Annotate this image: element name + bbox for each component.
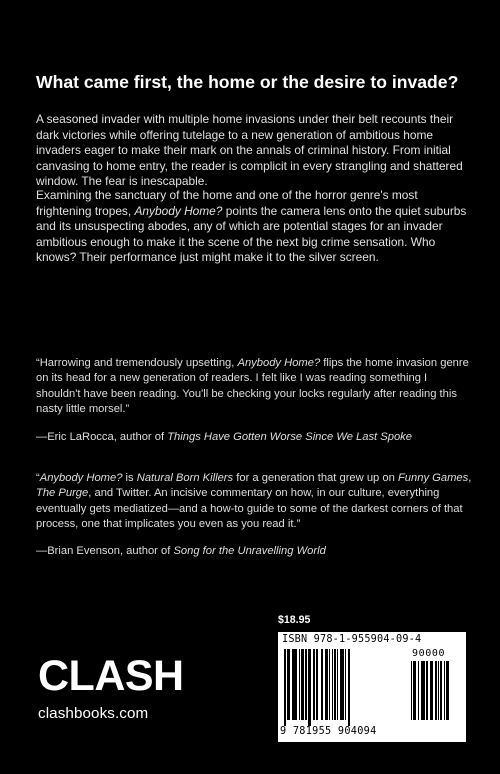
credit-book-title: Song for the Unravelling World [173,545,326,557]
barcode-bar [426,661,428,720]
barcode-bar [435,661,436,720]
barcode-bar [285,649,286,726]
headline: What came first, the home or the desire to invade? [36,72,459,92]
review-quote-1 [36,356,472,418]
isbn-barcode [278,632,466,742]
barcode-bar [284,649,285,726]
barcode-bar [436,661,437,720]
logo-text: CLASH [38,656,184,696]
barcode-bar [287,649,290,720]
barcode-bar [326,649,328,720]
barcode-bar [438,661,439,720]
quote-text: for a generation that grew up on [233,472,398,484]
barcode-bar [294,649,297,720]
barcode-bar [421,661,422,720]
barcode-bar [446,661,449,720]
quote-text: is [122,472,137,484]
price-label: $18.95 [278,614,311,626]
publisher-website: clashbooks.com [38,705,149,722]
barcode-bar [348,649,350,726]
isbn-number: ISBN 978-1-955904-09-4 [282,634,422,645]
barcode-bar [316,649,318,720]
quote-text: flips the home invasion genre on its head for a new generation of readers. I felt like I was reading something I shouldn't have been reading. You'll be checking your locks regularly after reading this nasty little morsel.” [36,357,469,416]
credit-text: —Eric LaRocca, author of [36,431,168,443]
quote-text: “Harrowing and tremendously upsetting, [36,357,238,369]
review-credit-1 [36,430,476,445]
ean-digits: 9 781955 904094 [280,726,377,737]
barcode-bar [411,661,412,720]
clash-logo [38,656,203,696]
blurb-paragraph-2 [36,188,476,266]
barcode-bar [305,649,307,720]
barcode-bar [329,649,330,720]
barcode-bar [340,649,341,720]
review-quote-2 [36,471,472,533]
quote-text: , [468,472,472,484]
barcode-bar [321,649,323,720]
barcode-bar [345,649,346,720]
film-title: The Purge [36,487,89,500]
barcode-bar [313,649,315,720]
barcode-bar [444,661,445,720]
barcode-bar [301,649,304,720]
barcode-bar [440,661,442,720]
barcode-bar [332,649,333,720]
book-title: Anybody Home? [237,357,321,369]
quote-text: “ [36,472,40,484]
credit-text: —Brian Evenson, author of [36,545,174,557]
addon-digits: 90000 [412,648,446,659]
blurb-text: points the camera lens onto the quiet suburbs and its unsuspecting abodes, any of which are potential stages for an invader ambitious enough to make it the scene of the next big crime sensation. Who knows? Their performance just might make it to the silver screen. [36,203,467,265]
review-credit-2 [36,544,476,559]
barcode-bar [337,649,338,720]
barcode-bar [418,661,419,720]
quote-text: , and Twitter. An incisive commentary on how, in our culture, everything eventually gets mediatized—and a how-to guide to some of the darkest corners of that process, one that implicates you even as you read it.” [36,487,463,531]
blurb-paragraph-1: A seasoned invader with multiple home invasions under their belt recounts their dark victories while offering tutelage to a new generation of ambitious home invaders eager to make their mark on the annals of criminal history. From initial canvasing to home entry, the reader is complicit in every strangling and shattered window. The fear is inescapable. [36,112,463,189]
barcode-bar [299,649,300,720]
barcode-bar [325,649,326,720]
barcode-bar [308,649,311,726]
film-title: Funny Games [397,472,469,484]
barcode-bar [334,649,336,720]
addon-barcode-bars [411,661,461,726]
blurb-text: Examining the sanctuary of the home and one of the horror genre's most frightening tropes, [36,188,418,218]
barcode-bar [422,661,425,720]
barcode-bar [341,649,344,720]
film-title: Natural Born Killers [136,472,234,484]
barcode-bar [292,649,294,720]
credit-book-title: Things Have Gotten Worse Since We Last Spoke [167,431,412,443]
book-title: Anybody Home? [39,472,123,484]
book-title: Anybody Home? [134,203,223,218]
ean-barcode-bars [284,649,408,726]
barcode-bar [430,661,433,720]
barcode-bar [413,661,416,720]
